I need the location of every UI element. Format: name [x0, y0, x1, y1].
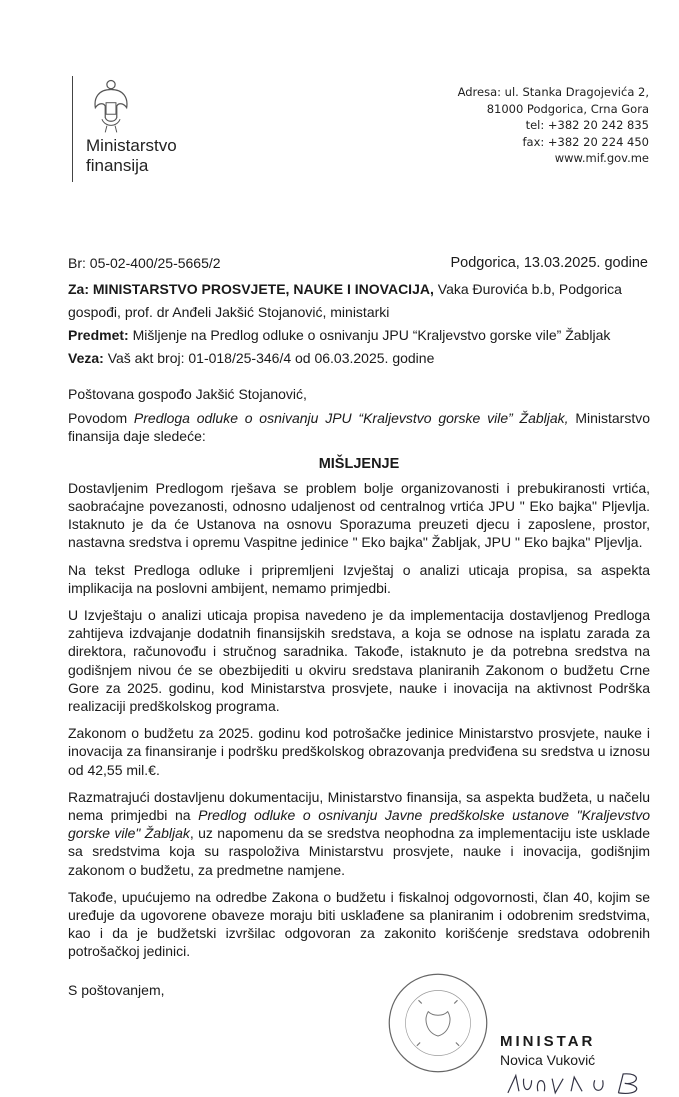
handwritten-signature: [500, 1069, 650, 1097]
ref-text: Vaš akt broj: 01-018/25-346/4 od 06.03.2025. godine: [103, 350, 435, 366]
recipient-address: Vaka Đurovića b.b, Podgorica: [433, 281, 622, 297]
paragraph-6: Takođe, upućujemo na odredbe Zakona o budžetu i fiskalnoj odgovornosti, član 40, kojim se uređuje da ugovorene obaveze moraju biti usklađene sa planiranim i odobrenim sredstvima, kao i da je budžetski izvršilac odgovoran za zakonito korišćenje sredstava odobrenih potrošačkoj jedinici.: [68, 888, 650, 960]
salutation: Poštovana gospođo Jakšić Stojanović,: [68, 386, 307, 402]
letterhead-divider: [72, 76, 73, 182]
paragraph-4: Zakonom o budžetu za 2025. godinu kod potrošačke jedinice Ministarstvo prosvjete, nauke i inovacija za finansiranje i podršku predškolskog obrazovanja predviđena su sredstva u iznosu od 42,55 mil.€.: [68, 725, 650, 778]
ref-label: Veza:: [68, 350, 104, 366]
subject-line: [68, 326, 610, 344]
paragraph-1: Dostavljenim Predlogom rješava se problem bolje organizovanosti i prebukiranosti vrtića, saobraćajne povezanosti, odnosno udaljenost od centralnog vrtića JPU " Eko bajka" Pljevlja. Istaknuto je da će Ustanova na osnovu Sporazuma preuzeti djecu i zaposlene, prostor, nastavna sredstva i opremu Vaspitne jedinice " Eko bajka" Žabljak, JPU " Eko bajka" Pljevlja.: [68, 479, 650, 551]
signatory-title: MINISTAR: [500, 1032, 596, 1050]
intro-post: Ministarstvo finansija daje sledeće:: [68, 410, 651, 445]
p5-pre: Razmatrajući dostavljenu dokumentaciju, Ministarstvo finansija, sa aspekta budžeta, u načelu nema primjedbi na: [68, 788, 650, 824]
address-tel: tel: +382 20 242 835: [525, 118, 649, 132]
reference-number: Br: 05-02-400/25-5665/2: [68, 255, 221, 271]
coat-of-arms-icon: [86, 78, 136, 134]
subject-label: Predmet:: [68, 327, 129, 343]
signatory-name: Novica Vuković: [500, 1051, 596, 1068]
opinion-title: MIŠLJENJE: [318, 455, 400, 472]
p5-post: , uz napomenu da se sredstva neophodna za implementaciju iste usklade sa sredstvima koja su raspoloživa Ministarstvu prosvjete, nauke i inovacija, godišnjim zakonom o budžetu, za predmetne namjene.: [68, 825, 650, 878]
ministry-name-line1: Ministarstvo: [86, 136, 177, 155]
recipient-org: MINISTARSTVO PROSVJETE, NAUKE I INOVACIJA,: [92, 281, 434, 297]
paragraph-5: [68, 788, 650, 879]
place-date: Podgorica, 13.03.2025. godine: [450, 255, 648, 271]
paragraph-2: Na tekst Predloga odluke i pripremljeni Izvještaj o analizi uticaja propisa, sa aspekta implikacija na poslovni ambijent, nemamo primjedbi.: [68, 561, 650, 596]
letter-body: [68, 385, 650, 1097]
address-fax: fax: +382 20 224 450: [522, 134, 649, 149]
paragraph-3: U Izvještaju o analizi uticaja propisa navedeno je da implementacija dostavljenog Predloga zahtijeva izdvajanje dodatnih finansijskih sredstava, a koja se odnose na isplatu zarada za direktora, računovođu i stručnog saradnika. Takođe, istaknuto je da potrebna sredstva na godišnjem nivou će se obezbijediti u okviru sredstava planiranih Zakonom o budžetu Crne Gore za 2025. godinu, kod Ministarstva prosvjete, nauke i inovacija na aktivnost Podrška realizaciji predškolskog programa.: [68, 607, 650, 715]
p5-italic: Predlog odluke o osnivanju Javne predškolske ustanove "Kraljevstvo gorske vile" Žabljak: [68, 807, 651, 842]
intro-paragraph: [68, 409, 650, 445]
address-city: 81000 Podgorica, Crna Gora: [486, 101, 649, 116]
official-stamp: [386, 971, 490, 1075]
reference-line: [68, 349, 434, 367]
to-label: Za:: [68, 281, 89, 297]
recipient-person: gospođi, prof. dr Anđeli Jakšić Stojanović, ministarki: [68, 304, 390, 320]
closing: S poštovanjem,: [68, 981, 165, 998]
ministry-name: [86, 136, 177, 176]
ministry-address: [458, 84, 649, 167]
address-website: www.mif.gov.me: [554, 151, 649, 165]
intro-italic: Predloga odluke o osnivanju JPU “Kraljevstvo gorske vile” Žabljak,: [133, 410, 569, 427]
subject-text: Mišljenje na Predlog odluke o osnivanju JPU “Kraljevstvo gorske vile” Žabljak: [128, 327, 611, 343]
recipient-line: [68, 280, 622, 298]
intro-pre: Povodom: [68, 410, 134, 427]
signature-row: [68, 971, 650, 1097]
address-street: Adresa: ul. Stanka Dragojevića 2,: [457, 85, 649, 99]
ministry-name-line2: finansija: [86, 156, 149, 175]
signatory-block: [500, 971, 650, 1097]
